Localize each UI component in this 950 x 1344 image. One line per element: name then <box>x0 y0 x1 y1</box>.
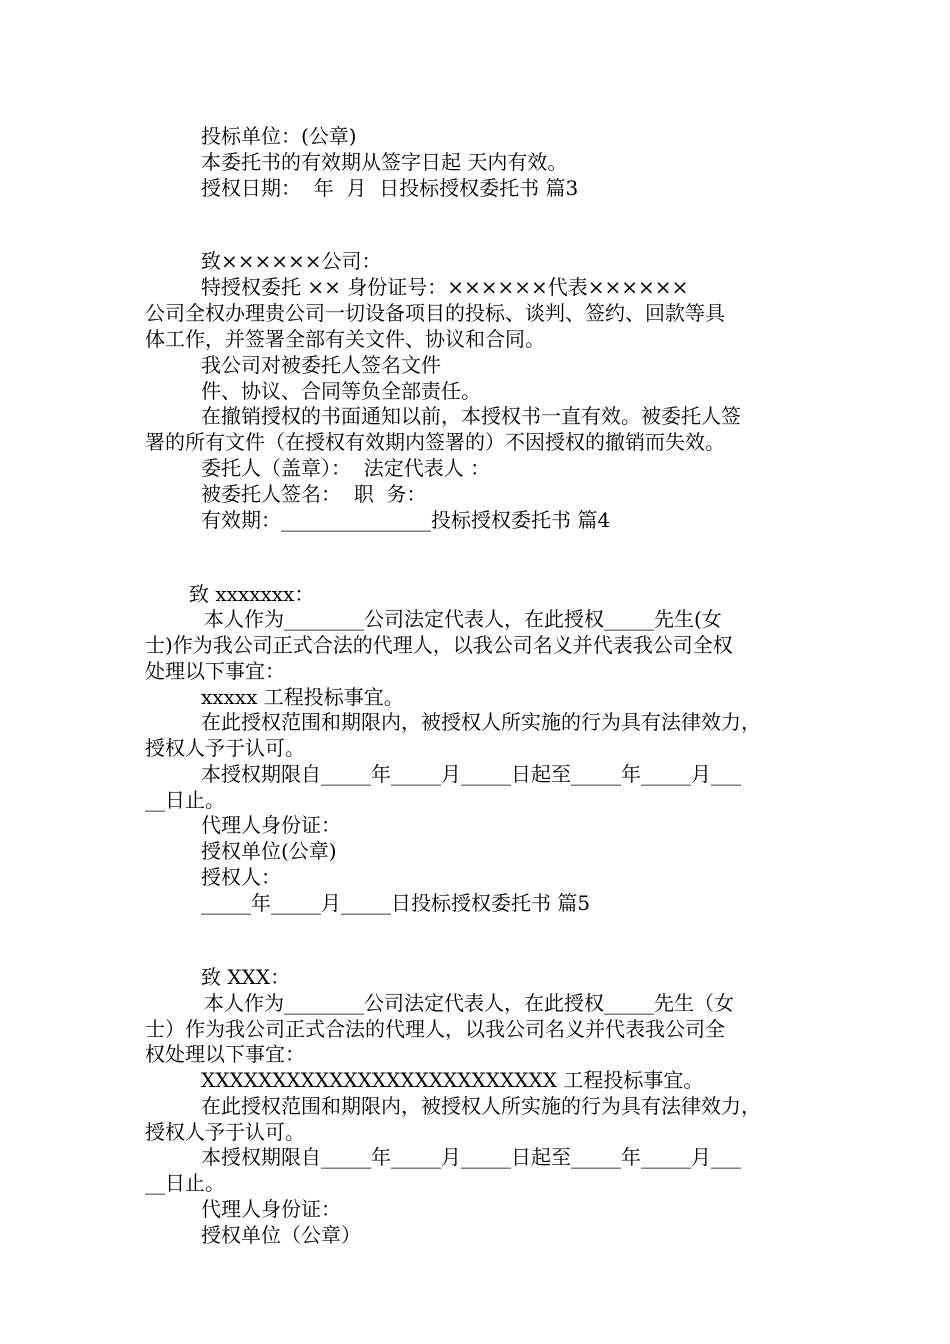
text-line: 本人作为________公司法定代表人，在此授权_____先生（女 <box>204 991 734 1015</box>
text-line: 署的所有文件（在授权有效期内签署的）不因授权的撤销而失效。 <box>145 430 725 454</box>
text-line: 本授权期限自_____年_____月_____日起至_____年_____月___ <box>201 762 741 786</box>
text-line: 本授权期限自_____年_____月_____日起至_____年_____月___ <box>201 1145 741 1169</box>
text-line: 致 XXX： <box>201 965 291 989</box>
text-line: XXXXXXXXXXXXXXXXXXXXXXXXX 工程投标事宜。 <box>201 1068 704 1092</box>
text-line: 致 xxxxxxx： <box>189 582 315 606</box>
text-line: __日止。 <box>145 1171 225 1195</box>
text-line: 授权日期： 年 月 日投标授权委托书 篇3 <box>201 176 579 200</box>
text-line: 本委托书的有效期从签字日起 天内有效。 <box>201 150 568 174</box>
text-line: 我公司对被委托人签名文件 <box>201 353 441 377</box>
text-line: 授权人予于认可。 <box>145 736 305 760</box>
text-line: 授权单位(公章) <box>201 839 337 863</box>
text-line: 被委托人签名： 职 务： <box>201 482 427 506</box>
text-line: 致××××××公司： <box>201 249 382 273</box>
text-line: 件、协议、合同等负全部责任。 <box>201 379 481 403</box>
text-line: 在撤销授权的书面通知以前，本授权书一直有效。被委托人签 <box>201 404 741 428</box>
text-line: _____年_____月_____日投标授权委托书 篇5 <box>201 891 591 915</box>
text-line: 代理人身份证： <box>201 813 341 837</box>
text-line: 在此授权范围和期限内，被授权人所实施的行为具有法律效力， <box>201 710 761 734</box>
text-line: 权处理以下事宜： <box>145 1042 305 1066</box>
text-line: xxxxx 工程投标事宜。 <box>201 685 404 709</box>
text-line: 有效期：_______________投标授权委托书 篇4 <box>201 508 611 532</box>
text-line: __日止。 <box>145 788 225 812</box>
text-line: 公司全权办理贵公司一切设备项目的投标、谈判、签约、回款等具 <box>145 301 725 325</box>
text-line: 处理以下事宜： <box>145 659 285 683</box>
text-line: 在此授权范围和期限内，被授权人所实施的行为具有法律效力， <box>201 1094 761 1118</box>
text-line: 体工作，并签署全部有关文件、协议和合同。 <box>145 327 545 351</box>
text-line: 委托人（盖章）： 法定代表人 ： <box>201 456 491 480</box>
text-line: 授权单位（公章） <box>201 1223 361 1247</box>
text-line: 士）作为我公司正式合法的代理人，以我公司名义并代表我公司全 <box>145 1017 725 1041</box>
text-line: 士)作为我公司正式合法的代理人，以我公司名义并代表我公司全权 <box>145 633 733 657</box>
text-line: 授权人： <box>201 865 281 889</box>
text-line: 特授权委托 ×× 身份证号：××××××代表×××××× <box>201 275 689 299</box>
text-line: 本人作为________公司法定代表人，在此授权_____先生(女 <box>204 607 722 631</box>
text-line: 授权人予于认可。 <box>145 1120 305 1144</box>
text-line: 投标单位：(公章) <box>201 124 357 148</box>
text-line: 代理人身份证： <box>201 1197 341 1221</box>
